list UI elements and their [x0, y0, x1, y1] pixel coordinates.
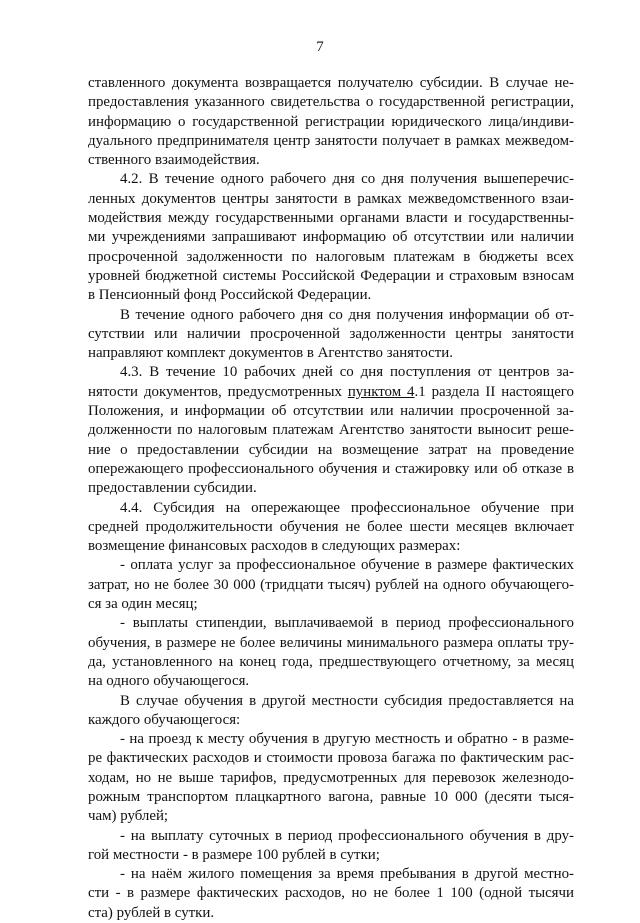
- text-line: гой местности - в размере 100 рублей в сутки;: [88, 846, 380, 863]
- paragraph: [88, 692, 574, 731]
- paragraph: [88, 499, 574, 557]
- document-body: [88, 74, 574, 923]
- text-line: модействия между государственными органами власти и государственны-: [88, 210, 574, 227]
- paragraph: [88, 74, 574, 170]
- text-line: опережающего профессионального обучения и стажировку или об отказе в: [88, 460, 574, 477]
- text-line: затрат, но не более 30 000 (тридцати тысяч) рублей на одного обучающего-: [88, 576, 574, 593]
- text-line: - на наём жилого помещения за время пребывания в другой местно-: [120, 866, 574, 883]
- text-line: ходам, но не выше тарифов, предусмотренных для перевозок железнодо-: [88, 769, 574, 786]
- text-line: просроченной задолженности по налоговым платежам в бюджеты всех: [88, 248, 574, 265]
- text-line: рожным транспортом плацкартного вагона, равные 10 000 (десяти тыся-: [88, 788, 574, 805]
- text-line: сти - в размере фактических расходов, но не более 1 100 (одной тысячи: [88, 885, 574, 902]
- text-line: нятости документов, предусмотренных пунктом 4.1 раздела II настоящего: [88, 383, 574, 400]
- paragraph: [88, 363, 574, 498]
- text-line: - оплата услуг за профессиональное обучение в размере фактических: [120, 557, 574, 574]
- paragraph: [88, 614, 574, 691]
- text-line: каждого обучающегося:: [88, 711, 241, 728]
- text-line: 4.3. В течение 10 рабочих дней со дня поступления от центров за-: [120, 364, 574, 381]
- text-line: возмещение финансовых расходов в следующих размерах:: [88, 538, 461, 555]
- text-line: ся за один месяц;: [88, 596, 198, 613]
- text-line: - выплаты стипендии, выплачиваемой в период профессионального: [120, 615, 574, 632]
- text-line: предоставлении субсидии.: [88, 480, 257, 497]
- text-line: - на выплату суточных в период профессионального обучения в дру-: [120, 827, 574, 844]
- text-line: да, установленного на конец года, предшествующего отчетному, за месяц: [88, 653, 574, 670]
- paragraph: [88, 730, 574, 826]
- text-line: уровней бюджетной системы Российской Федерации и страховым взносам: [88, 267, 574, 284]
- text-line: долженности по налоговым платежам Агентство занятости выносит реше-: [88, 422, 574, 439]
- text-line: ственного взаимодействия.: [88, 152, 260, 169]
- text-line: направляют комплект документов в Агентство занятости.: [88, 345, 453, 362]
- text-line: в Пенсионный фонд Российской Федерации.: [88, 287, 372, 304]
- text-line: ми учреждениями запрашивают информацию об отсутствии или наличии: [88, 229, 574, 246]
- text-line: ние о предоставлении субсидии на возмещение затрат на проведение: [88, 441, 574, 458]
- text-line: - на проезд к месту обучения в другую местность и обратно - в разме-: [120, 731, 574, 748]
- page-number: 7: [316, 39, 324, 55]
- text-line: В течение одного рабочего дня со дня получения информации об от-: [120, 306, 574, 323]
- text-line: Положения, и информации об отсутствии или наличии просроченной за-: [88, 403, 574, 420]
- text-line: предоставления указанного свидетельства о государственной регистрации,: [88, 94, 574, 111]
- paragraph: [88, 306, 574, 364]
- text-line: ста) рублей в сутки.: [88, 904, 215, 921]
- paragraph: [88, 865, 574, 923]
- text-line: чам) рублей;: [88, 808, 169, 825]
- paragraph: [88, 556, 574, 614]
- text-line: информацию о государственной регистрации юридического лица/индиви-: [88, 113, 574, 130]
- text-line: ре фактических расходов и стоимости провоза багажа по фактическим рас-: [88, 750, 574, 767]
- text-line: сутствии или наличии просроченной задолженности центры занятости: [88, 325, 574, 342]
- text-line: средней продолжительности обучения не более шести месяцев включает: [88, 518, 574, 535]
- text-line: ставленного документа возвращается получателю субсидии. В случае не-: [88, 75, 574, 91]
- text-line: 4.2. В течение одного рабочего дня со дня получения вышеперечис-: [120, 171, 574, 188]
- text-line: дуального предпринимателя центр занятости получает в рамках межведом-: [88, 132, 574, 149]
- paragraph: [88, 827, 574, 866]
- text-line: ленных документов центры занятости в рамках межведомственного взаи-: [88, 190, 574, 207]
- reference-link[interactable]: пунктом 4: [347, 383, 415, 400]
- text-line: 4.4. Субсидия на опережающее профессиональное обучение при: [120, 499, 574, 516]
- text-line: обучения, в размере не более величины минимального размера оплаты тру-: [88, 634, 574, 651]
- text-line: на одного обучающегося.: [88, 673, 250, 690]
- text-line: В случае обучения в другой местности субсидия предоставляется на: [120, 692, 574, 709]
- paragraph: [88, 170, 574, 305]
